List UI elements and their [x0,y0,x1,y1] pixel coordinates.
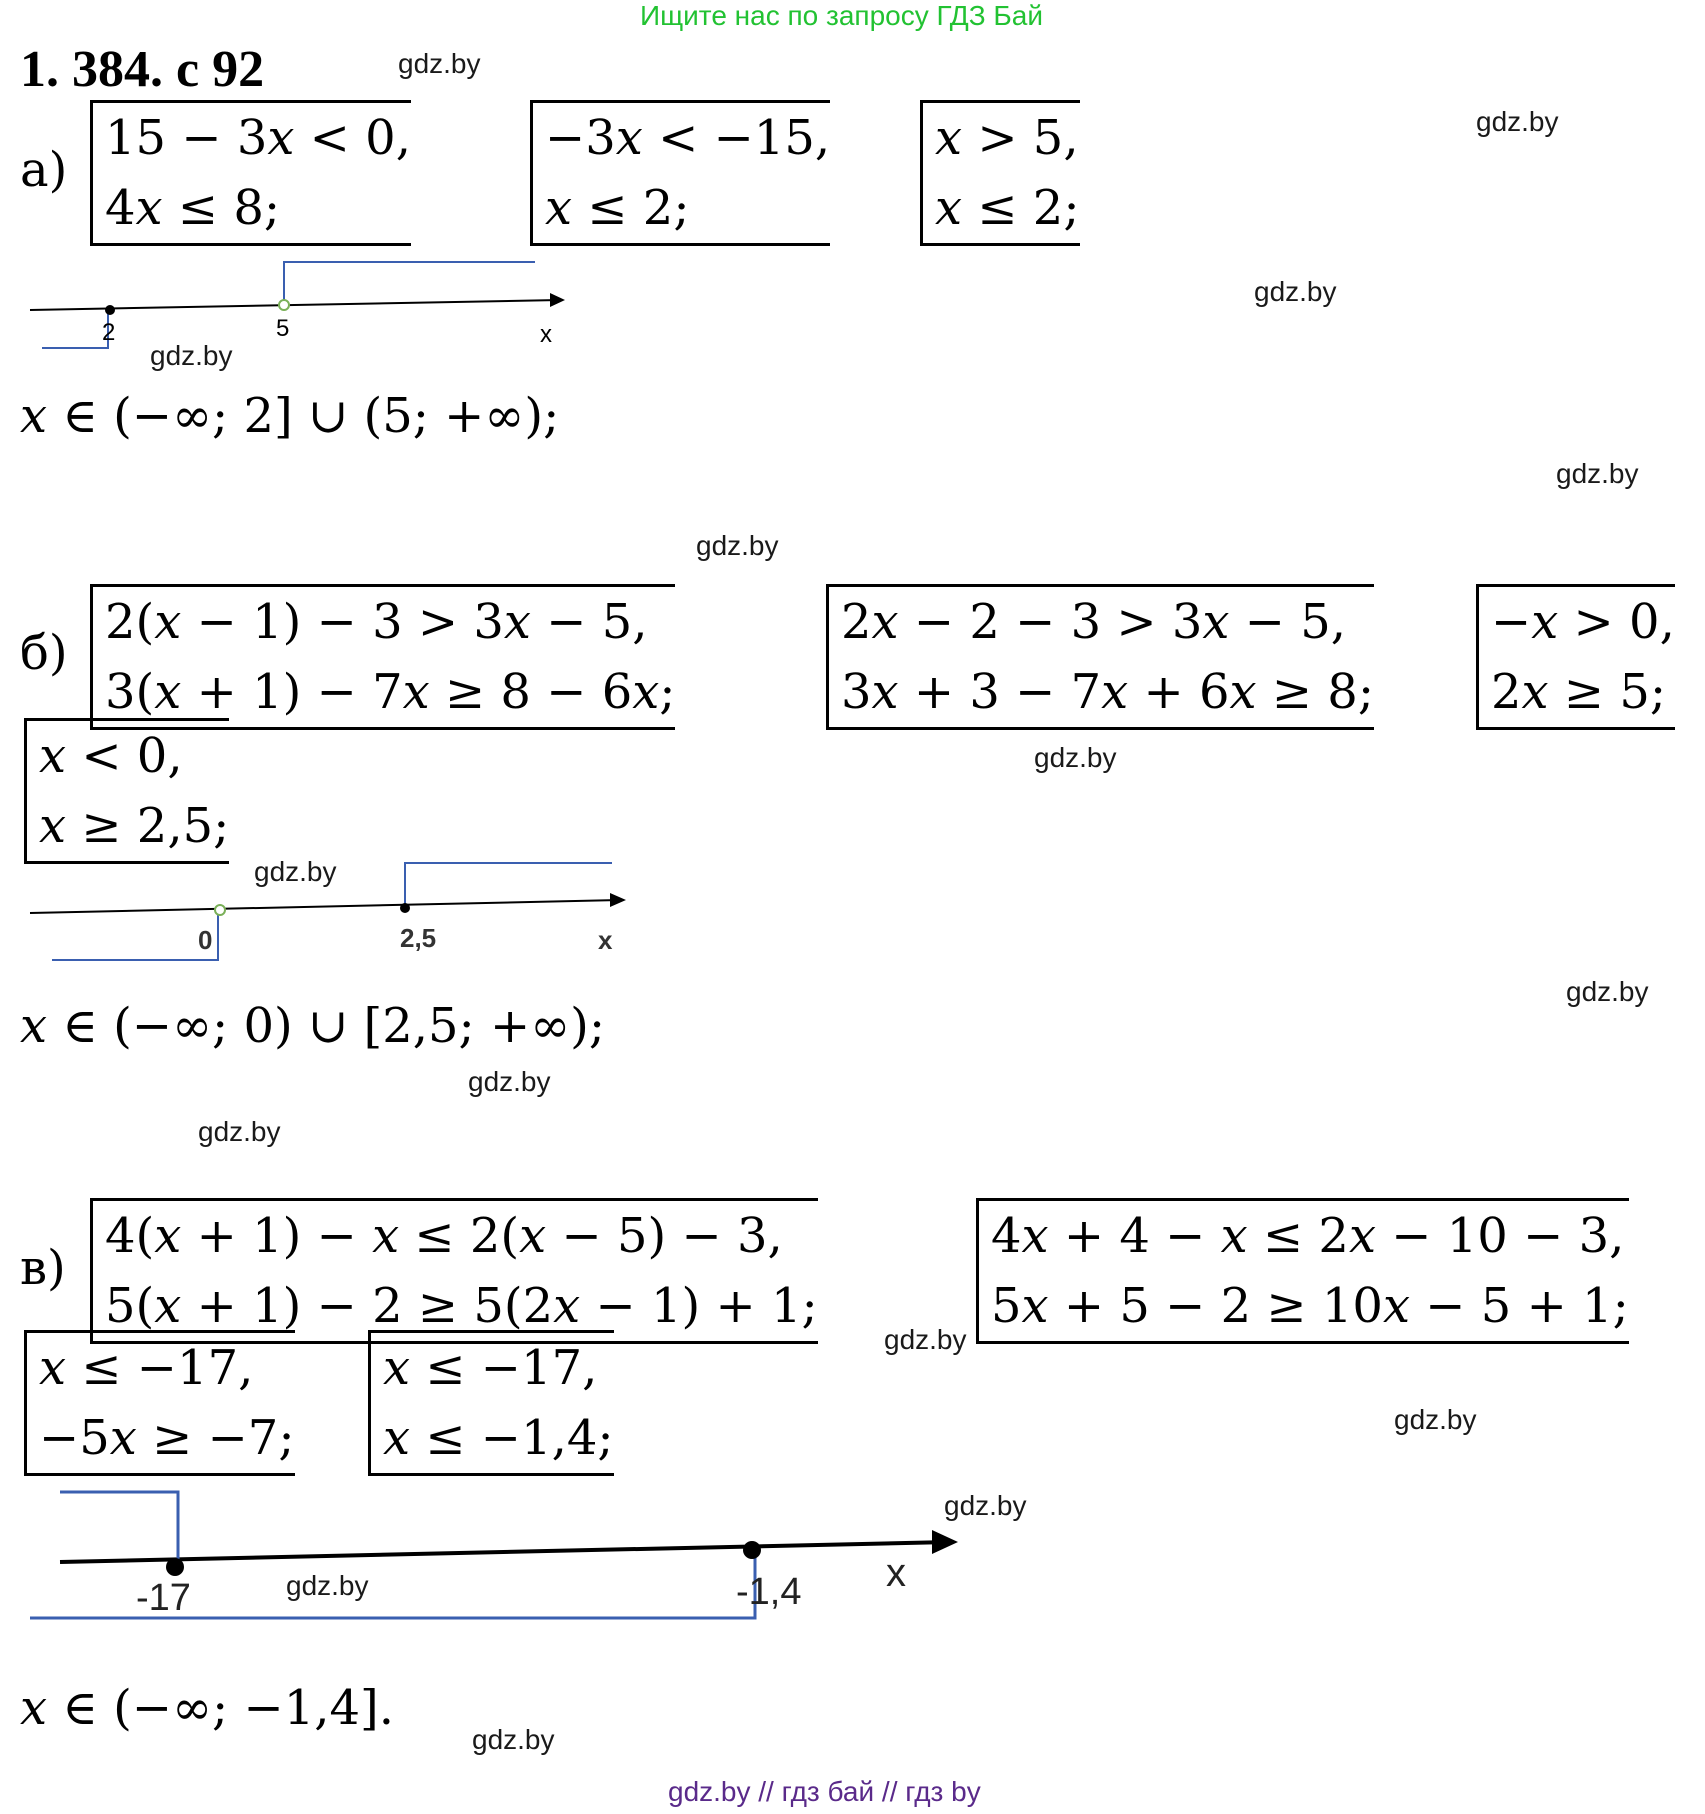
watermark: gdz.by [472,1724,555,1755]
system-line: 4𝑥 + 4 − 𝑥 ≤ 2𝑥 − 10 − 3, [991,1208,1625,1264]
part-b-number-line [20,855,640,975]
tick-label: 2 [102,319,116,346]
watermark: gdz.by [1254,276,1337,307]
watermark: gdz.by [398,48,481,79]
footer-links[interactable]: gdz.by // гдз бай // гдз by [668,1776,981,1807]
part-c-system-4 [368,1330,614,1476]
watermark: gdz.by [1034,742,1117,773]
part-b-answer: 𝑥 ∈ (−∞; 0) ∪ [2,5; +∞); [20,998,606,1054]
system-line: 3𝑥 + 3 − 7𝑥 + 6𝑥 ≥ 8; [841,664,1375,720]
arrow-icon [932,1530,958,1554]
closed-point [743,1541,761,1559]
system-line: 2𝑥 − 2 − 3 > 3𝑥 − 5, [841,594,1347,650]
watermark: gdz.by [286,1570,369,1601]
system-line: 2𝑥 ≥ 5; [1491,664,1667,720]
system-line: −𝑥 > 0, [1491,594,1675,650]
axis-line [30,900,620,913]
system-line: 𝑥 ≤ 2; [545,180,690,236]
watermark: gdz.by [150,340,233,371]
watermark: gdz.by [696,530,779,561]
closed-point [166,1558,184,1576]
part-c-label: в) [20,1240,66,1296]
part-b-system-1 [90,584,675,730]
system-line: 3(𝑥 + 1) − 7𝑥 ≥ 8 − 6𝑥; [105,664,676,720]
system-line: 𝑥 ≥ 2,5; [39,798,230,854]
system-line: 𝑥 ≤ −17, [383,1340,598,1396]
system-line: −3𝑥 < −15, [545,110,831,166]
axis-var-label: x [540,321,552,348]
axis-line [60,1542,950,1562]
system-line: 𝑥 < 0, [39,728,183,784]
interval-left [42,312,108,348]
system-line: 15 − 3𝑥 < 0, [105,110,411,166]
axis-var-label: x [886,1551,906,1595]
tick-label: 5 [276,315,290,342]
tick-label: 0 [198,925,213,955]
system-line: 4𝑥 ≤ 8; [105,180,281,236]
part-a-system-2 [530,100,830,246]
system-line: 4(𝑥 + 1) − 𝑥 ≤ 2(𝑥 − 5) − 3, [105,1208,783,1264]
watermark: gdz.by [1394,1404,1477,1435]
part-b-system-2 [826,584,1374,730]
arrow-icon [610,893,626,907]
part-c-system-3 [24,1330,295,1476]
system-line: 5𝑥 + 5 − 2 ≥ 10𝑥 − 5 + 1; [991,1278,1629,1334]
system-line: 𝑥 ≤ 2; [935,180,1080,236]
watermark: gdz.by [468,1066,551,1097]
part-c-answer: 𝑥 ∈ (−∞; −1,4]. [20,1680,395,1736]
part-b-label: б) [20,625,68,681]
watermark: gdz.by [944,1490,1027,1521]
interval-top [60,1492,178,1565]
open-point [279,300,289,310]
part-a-answer: 𝑥 ∈ (−∞; 2] ∪ (5; +∞); [20,388,560,444]
tick-label: 2,5 [400,923,437,953]
closed-point [400,903,410,913]
part-a-system-1 [90,100,411,246]
tick-label: -1,4 [736,1571,802,1613]
part-a-system-3 [920,100,1080,246]
system-line: 5(𝑥 + 1) − 2 ≥ 5(2𝑥 − 1) + 1; [105,1278,818,1334]
system-line: 𝑥 > 5, [935,110,1079,166]
watermark: gdz.by [254,856,337,887]
part-a-label: а) [20,142,68,198]
open-point [215,905,225,915]
system-line: −5𝑥 ≥ −7; [39,1410,295,1466]
watermark: gdz.by [198,1116,281,1147]
exercise-title: 1. 384. с 92 [20,41,265,98]
closed-point [105,305,115,315]
tick-label: -17 [136,1577,191,1619]
arrow-icon [550,293,565,307]
header-banner[interactable]: Ищите нас по запросу ГДЗ Бай [640,0,1044,31]
part-c-system-2 [976,1198,1629,1344]
watermark: gdz.by [884,1324,967,1355]
part-a-number-line [20,250,580,360]
axis-var-label: x [598,925,613,955]
part-b-system-3 [1476,584,1675,730]
watermark: gdz.by [1476,106,1559,137]
watermark: gdz.by [1566,976,1649,1007]
part-c-system-1 [90,1198,818,1344]
part-b-system-4 [24,718,229,864]
system-line: 2(𝑥 − 1) − 3 > 3𝑥 − 5, [105,594,648,650]
system-line: 𝑥 ≤ −17, [39,1340,254,1396]
part-c-number-line [20,1480,980,1640]
watermark: gdz.by [1556,458,1639,489]
interval-left [52,913,218,960]
system-line: 𝑥 ≤ −1,4; [383,1410,614,1466]
interval-right [284,262,535,305]
